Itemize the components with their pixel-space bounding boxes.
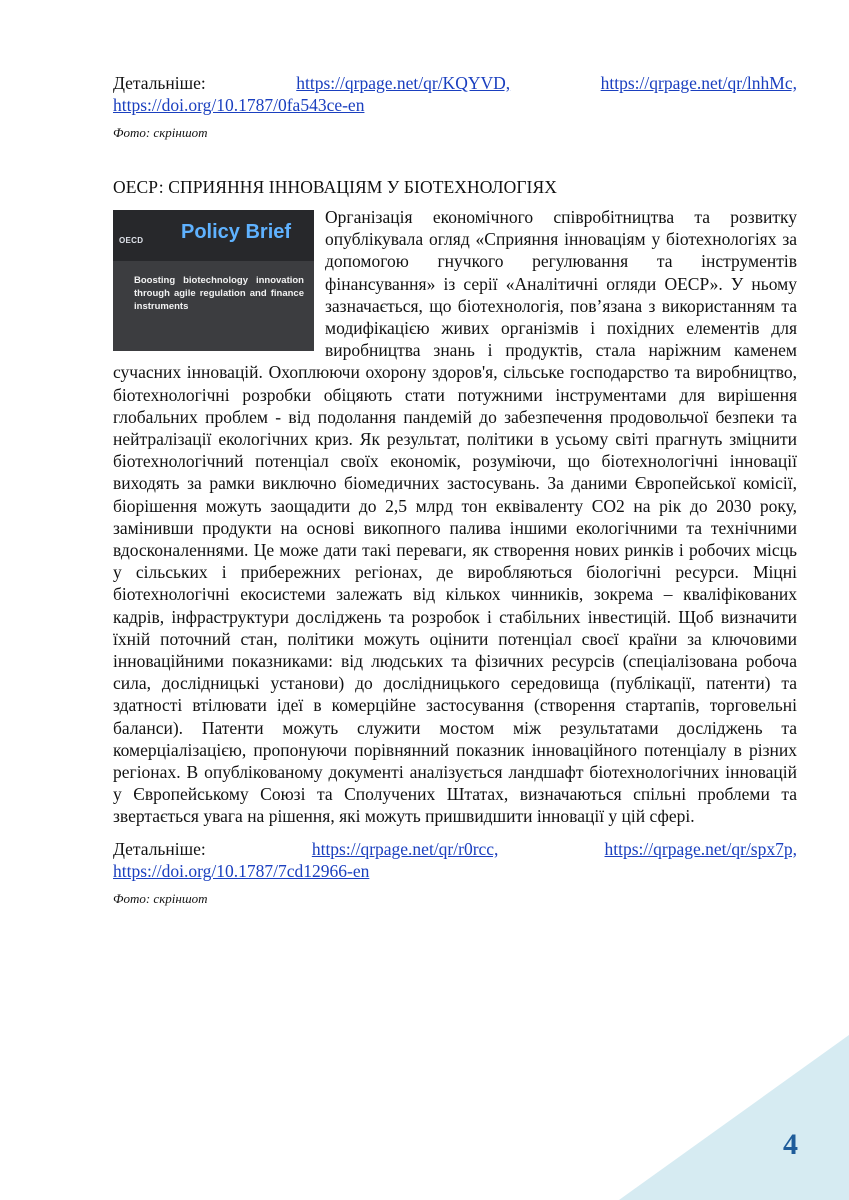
more-links-block-2: [113, 838, 797, 882]
more-label: Детальніше:: [113, 838, 206, 859]
photo-caption-1: Фото: скріншот: [113, 125, 208, 140]
link-qrpage-spx7p[interactable]: https://qrpage.net/qr/spx7p,: [604, 838, 797, 859]
more-links-block-1: [113, 72, 797, 116]
photo-caption-2: Фото: скріншот: [113, 890, 208, 906]
policy-brief-title: Policy Brief: [181, 221, 292, 243]
link-qrpage-kqyvd[interactable]: https://qrpage.net/qr/KQYVD,: [296, 73, 511, 93]
link-qrpage-r0rcc[interactable]: https://qrpage.net/qr/r0rcc,: [311, 838, 499, 859]
page-number: 4: [783, 1128, 798, 1161]
page-content: [113, 72, 797, 907]
policy-brief-subtitle: Boosting biotechnology innovation through agile regulation and finance instruments: [134, 275, 304, 312]
article-body-wrap: [113, 206, 797, 828]
policy-brief-image: [113, 210, 314, 351]
policy-brief-header: [113, 210, 314, 261]
more-label: Детальніше:: [113, 73, 206, 93]
corner-triangle-decoration: [619, 1035, 849, 1200]
link-qrpage-lnhmc[interactable]: https://qrpage.net/qr/lnhMc,: [600, 73, 797, 93]
article-heading: ОЕСР: СПРИЯННЯ ІННОВАЦІЯМ У БІОТЕХНОЛОГІЯХ: [113, 177, 557, 197]
oecd-logo: OECD: [119, 236, 144, 245]
article-body: Організація економічного співробітництва та розвитку опублікувала огляд «Сприяння інноваціям у біотехнологіях за допомогою гнучкого регулювання та інструментів фінансування» із серії «Аналітичні огляди ОЕСР». У ньому зазначається, що біотехнологія, пов’язана з використанням та модифікацією живих організмів і похідних елементів для виробництва знань і продуктів, стала наріжним каменем сучасних інновацій. Охоплюючи охорону здоров'я, сільське господарство та виробництво, біотехнологічні розробки обіцяють стати потужними інструментами для вирішення глобальних проблем - від подолання пандемій до забезпечення продовольчої безпеки та нейтралізації екологічних криз. Як результат, політики в усьому світі прагнуть зміцнити біотехнологічний потенціал своїх економік, розуміючи, що біотехнологічні інновації виходять за рамки виключно біомедичних застосувань. За даними Європейської комісії, біорішення можуть заощадити до 2,5 млрд тон еквіваленту CO2 на рік до 2030 року, замінивши продукти на основі викопного палива іншими екологічними та технічними вдосконаленнями. Це може дати такі переваги, як створення нових ринків і робочих місць у сільських і прибережних регіонах, де виробляються біологічні ресурси. Міцні біотехнологічні екосистеми залежать від кількох чинників, зокрема – кваліфікованих кадрів, інфраструктури досліджень та розробок і стабільних інвестицій. Щоб визначити їхній поточний стан, політики можуть оцінити потенціал своєї країни за ключовими інноваційними показниками: від людських та фізичних ресурсів (спеціалізована робоча сила, дослідницькі установи) до дослідницького середовища (публікації, патенти) та здатності втілювати ідеї в комерційне застосування (створення стартапів, торговельні баланси). Патенти можуть служити мостом між результатами досліджень та комерціалізацією, пропонуючи порівнянний показник інноваційного потенціалу в різних регіонах. В опублікованому документі аналізується ландшафт біотехнологічних інновацій у Європейському Союзі та Сполучених Штатах, визначаються спільні проблеми та звертається увага на рішення, які можуть пришвидшити інновації у цій сфері.: [113, 207, 797, 827]
link-doi-2[interactable]: https://doi.org/10.1787/7cd12966-en: [113, 860, 370, 881]
link-doi-1[interactable]: https://doi.org/10.1787/0fa543ce-en: [113, 95, 365, 115]
